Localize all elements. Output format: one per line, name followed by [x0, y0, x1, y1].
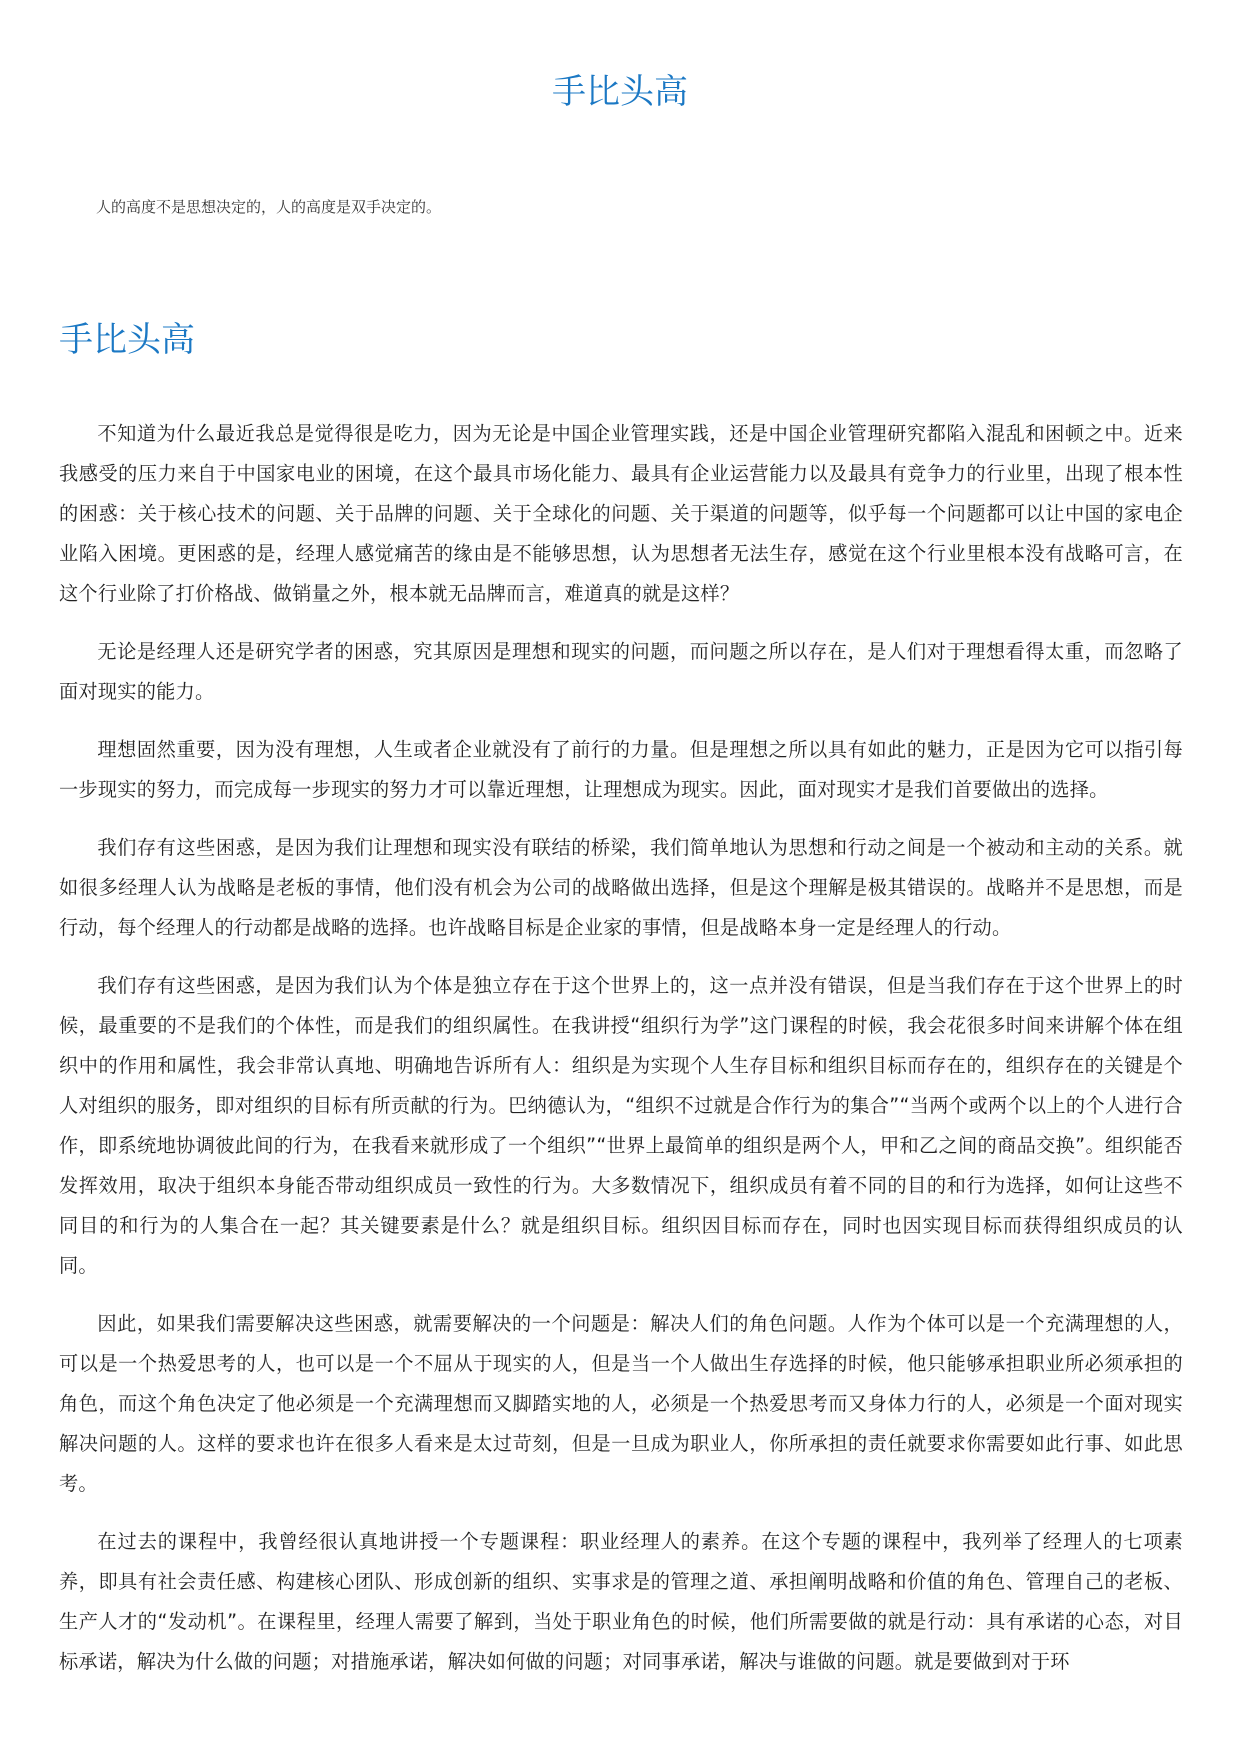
article-paragraph: 我们存有这些困惑，是因为我们让理想和现实没有联结的桥梁，我们简单地认为思想和行动之间是一个被动和主动的关系。就如很多经理人认为战略是老板的事情，他们没有机会为公司的战略做出选择，但是这个理解是极其错误的。战略并不是思想，而是行动，每个经理人的行动都是战略的选择。也许战略目标是企业家的事情，但是战略本身一定是经理人的行动。 — [59, 836, 1183, 939]
article-paragraph: 理想固然重要，因为没有理想，人生或者企业就没有了前行的力量。但是理想之所以具有如此的魅力，正是因为它可以指引每一步现实的努力，而完成每一步现实的努力才可以靠近理想，让理想成为现实。因此，面对现实才是我们首要做出的选择。 — [59, 738, 1183, 801]
article-paragraph: 无论是经理人还是研究学者的困惑，究其原因是理想和现实的问题，而问题之所以存在，是人们对于理想看得太重，而忽略了面对现实的能力。 — [59, 640, 1183, 703]
article-heading: 手比头高 — [59, 320, 195, 360]
article-paragraph: 在过去的课程中，我曾经很认真地讲授一个专题课程：职业经理人的素养。在这个专题的课程中，我列举了经理人的七项素养，即具有社会责任感、构建核心团队、形成创新的组织、实事求是的管理之道、承担阐明战略和价值的角色、管理自己的老板、生产人才的“发动机”。在课程里，经理人需要了解到，当处于职业角色的时候，他们所需要做的就是行动：具有承诺的心态，对目标承诺，解决为什么做的问题；对措施承诺，解决如何做的问题；对同事承诺，解决与谁做的问题。就是要做到对于环 — [59, 1530, 1183, 1673]
article-paragraph: 我们存有这些困惑，是因为我们认为个体是独立存在于这个世界上的，这一点并没有错误，但是当我们存在于这个世界上的时候，最重要的不是我们的个体性，而是我们的组织属性。在我讲授“组织行为学”这门课程的时候，我会花很多时间来讲解个体在组织中的作用和属性，我会非常认真地、明确地告诉所有人：组织是为实现个人生存目标和组织目标而存在的，组织存在的关键是个人对组织的服务，即对组织的目标有所贡献的行为。巴纳德认为，“组织不过就是合作行为的集合”“当两个或两个以上的个人进行合作，即系统地协调彼此间的行为，在我看来就形成了一个组织”“世界上最简单的组织是两个人，甲和乙之间的商品交换”。组织能否发挥效用，取决于组织本身能否带动组织成员一致性的行为。大多数情况下，组织成员有着不同的目的和行为选择，如何让这些不同目的和行为的人集合在一起？其关键要素是什么？就是组织目标。组织因目标而存在，同时也因实现目标而获得组织成员的认同。 — [59, 974, 1183, 1277]
document-title: 手比头高 — [552, 72, 688, 112]
article-paragraph: 因此，如果我们需要解决这些困惑，就需要解决的一个问题是：解决人们的角色问题。人作为个体可以是一个充满理想的人，可以是一个热爱思考的人，也可以是一个不屈从于现实的人，但是当一个人做出生存选择的时候，他只能够承担职业所必须承担的角色，而这个角色决定了他必须是一个充满理想而又脚踏实地的人，必须是一个热爱思考而又身体力行的人，必须是一个面对现实解决问题的人。这样的要求也许在很多人看来是太过苛刻，但是一旦成为职业人，你所承担的责任就要求你需要如此行事、如此思考。 — [59, 1312, 1183, 1495]
document-summary: 人的高度不是思想决定的，人的高度是双手决定的。 — [96, 198, 442, 216]
article-body — [59, 414, 1183, 1700]
article-paragraph: 不知道为什么最近我总是觉得很是吃力，因为无论是中国企业管理实践，还是中国企业管理研究都陷入混乱和困顿之中。近来我感受的压力来自于中国家电业的困境，在这个最具市场化能力、最具有企业运营能力以及最具有竞争力的行业里，出现了根本性的困惑：关于核心技术的问题、关于品牌的问题、关于全球化的问题、关于渠道的问题等，似乎每一个问题都可以让中国的家电企业陷入困境。更困惑的是，经理人感觉痛苦的缘由是不能够思想，认为思想者无法生存，感觉在这个行业里根本没有战略可言，在这个行业除了打价格战、做销量之外，根本就无品牌而言，难道真的就是这样？ — [59, 422, 1183, 605]
